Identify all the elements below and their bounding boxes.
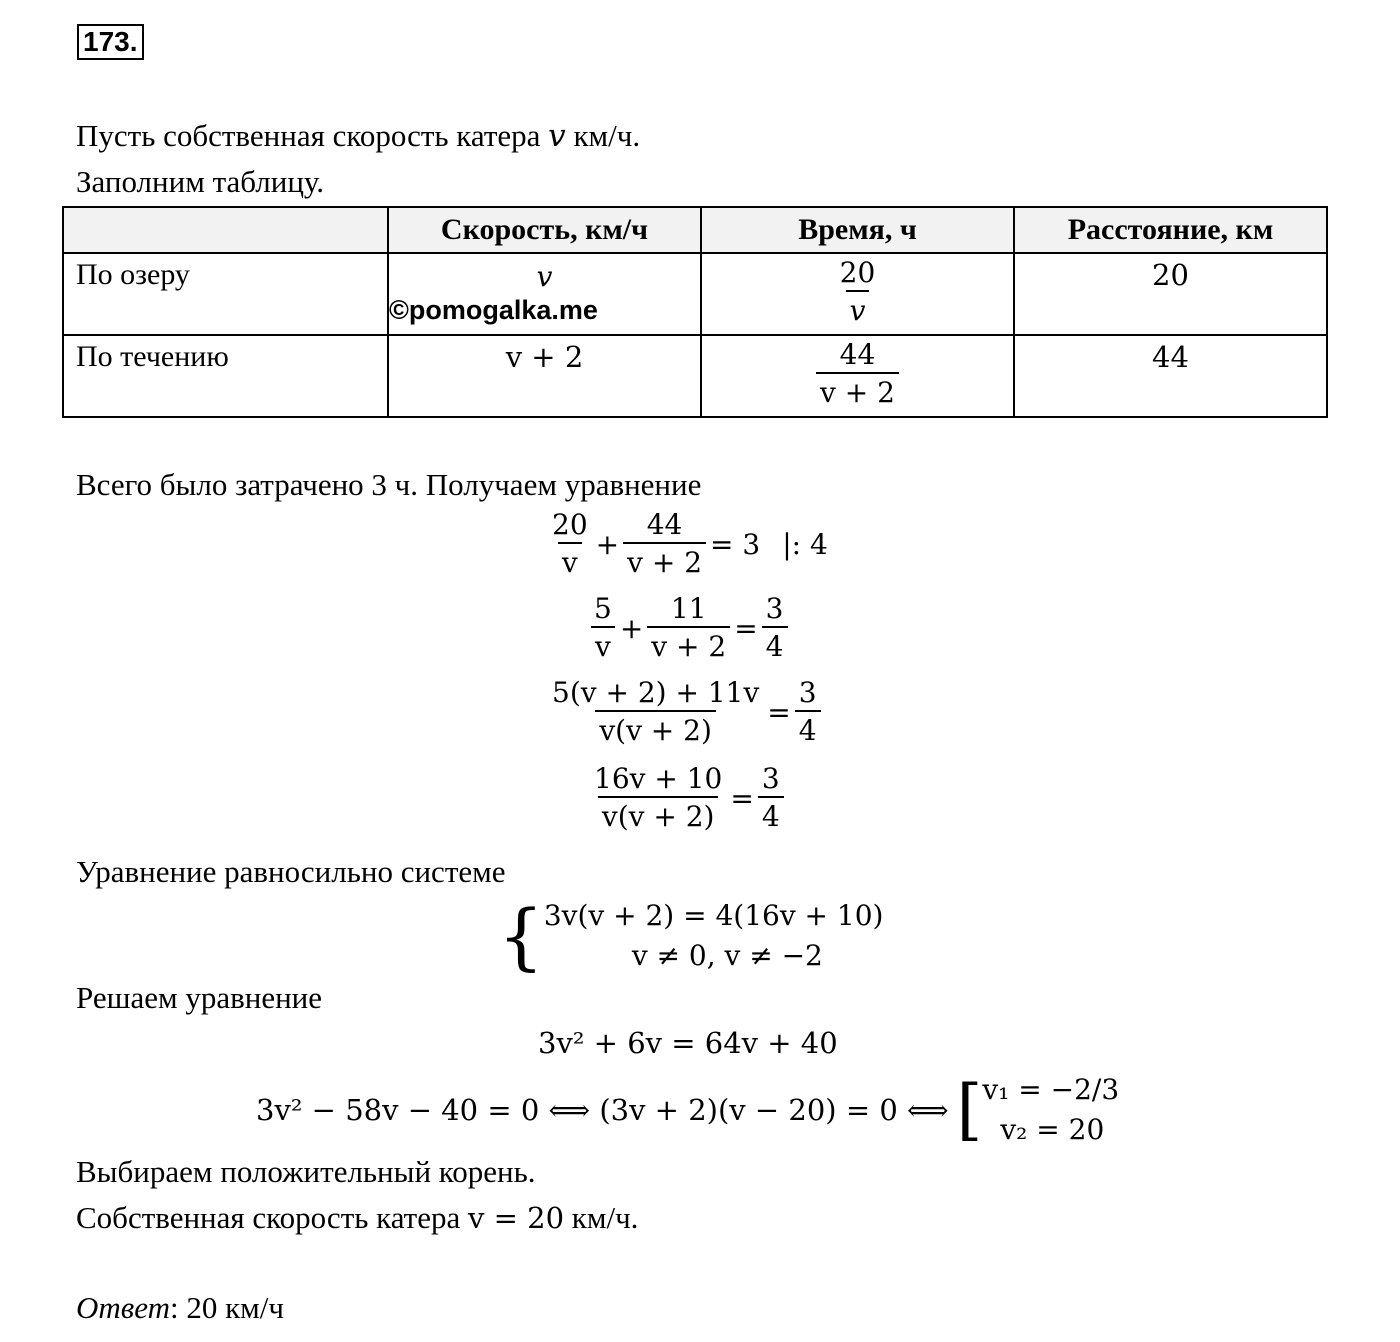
text-system: Уравнение равносильно системе xyxy=(76,854,506,889)
root-1: v₁ = −2/3 xyxy=(982,1073,1120,1106)
system-line-2: v ≠ 0, v ≠ −2 xyxy=(631,939,823,972)
factorization: 3v² − 58v − 40 = 0 ⟺ (3v + 2)(v − 20) = 0 ⟺ xyxy=(256,1093,949,1127)
row-speed: v + 2 xyxy=(388,335,701,417)
division-note: |: 4 xyxy=(782,527,828,561)
system-of-equations xyxy=(498,896,883,976)
intro-line-2: Заполним таблицу. xyxy=(76,164,325,199)
data-table xyxy=(62,206,1328,418)
system-line-1: 3v(v + 2) = 4(16v + 10) xyxy=(543,899,884,932)
problem-number: 173. xyxy=(77,24,144,60)
header-speed: Скорость, км/ч xyxy=(388,207,701,253)
conclusion-unit: км/ч. xyxy=(564,1200,639,1235)
table-row xyxy=(63,253,1327,335)
intro-unit: км/ч. xyxy=(565,118,641,153)
equation-2: $\frac{5}{v}$ + $\frac{11}{v + 2}$ = $\frac{3}{4}$ xyxy=(590,592,788,664)
watermark: ©pomogalka.me xyxy=(389,295,598,325)
header-empty xyxy=(63,207,388,253)
conclusion xyxy=(76,1200,638,1236)
row-distance: 44 xyxy=(1014,335,1327,417)
answer-value: : 20 км/ч xyxy=(169,1290,284,1325)
conclusion-text: Собственная скорость катера xyxy=(76,1200,468,1235)
row-label: По озеру xyxy=(63,253,388,335)
left-bracket: [ xyxy=(956,1071,983,1148)
left-brace: { xyxy=(498,894,544,978)
conclusion-math: v = 20 xyxy=(468,1201,565,1235)
row-time: $\frac{44}{v + 2}$ xyxy=(701,335,1014,417)
intro-line-1 xyxy=(76,118,640,154)
text-choose: Выбираем положительный корень. xyxy=(76,1154,536,1189)
table-row xyxy=(63,335,1327,417)
text-solve: Решаем уравнение xyxy=(76,980,323,1015)
header-time: Время, ч xyxy=(701,207,1014,253)
root-2: v₂ = 20 xyxy=(1000,1113,1105,1146)
answer-label: Ответ xyxy=(76,1290,170,1325)
equation-4: $\frac{16v + 10}{v(v + 2)}$ = $\frac{3}{4}$ xyxy=(590,762,784,834)
row-label: По течению xyxy=(63,335,388,417)
answer xyxy=(76,1290,284,1326)
equation-6 xyxy=(256,1070,1119,1150)
text-total: Всего было затрачено 3 ч. Получаем уравнение xyxy=(76,467,702,502)
equation-3: $\frac{5(v + 2) + 11v}{v(v + 2)}$ = $\frac{3}{4}$ xyxy=(548,676,821,748)
intro-variable: v xyxy=(548,118,566,154)
row-time: $\frac{20}{v}$ xyxy=(701,253,1014,335)
header-distance: Расстояние, км xyxy=(1014,207,1327,253)
row-speed: v ©pomogalka.me xyxy=(388,253,701,335)
equation-5: 3v² + 6v = 64v + 40 xyxy=(538,1026,838,1060)
table-header-row xyxy=(63,207,1327,253)
equation-1: $\frac{20}{v}$ + $\frac{44}{v + 2}$ = 3 |: 4 xyxy=(552,508,828,579)
row-distance: 20 xyxy=(1014,253,1327,335)
intro-text: Пусть собственная скорость катера xyxy=(76,118,549,153)
